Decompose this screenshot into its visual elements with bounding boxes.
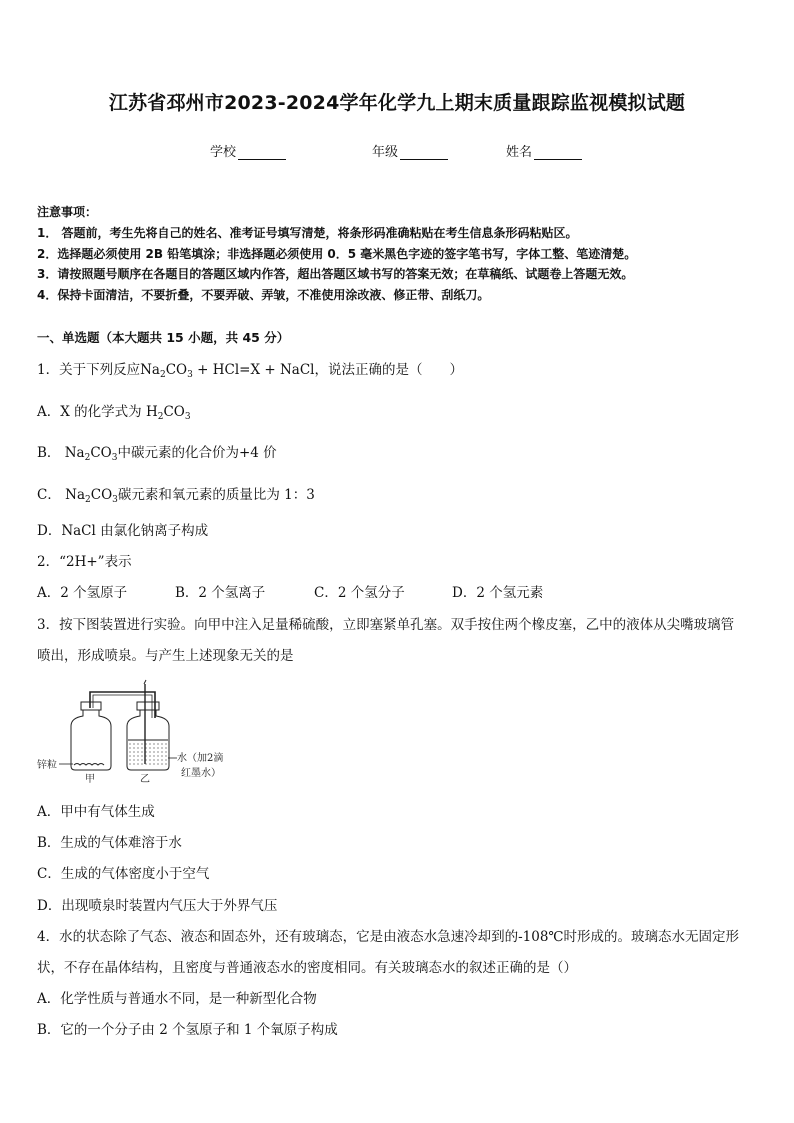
grade-blank (400, 145, 448, 160)
question-1-stem (37, 358, 463, 380)
school-field (210, 141, 286, 160)
label-jia: 甲 (85, 774, 95, 785)
page-title: 江苏省邳州市2023-2024学年化学九上期末质量跟踪监视模拟试题 (108, 92, 686, 114)
name-field (506, 141, 582, 160)
grade-label: 年级 (372, 145, 399, 160)
name-blank (534, 145, 582, 160)
apparatus-diagram (37, 678, 237, 788)
q4-option-b[interactable]: B．它的一个分子由 2 个氢原子和 1 个氧原子构成 (37, 1022, 338, 1038)
q1-option-b[interactable]: B． $Na_2CO_3$中碳元素的化合价为+4 价 (37, 445, 277, 463)
q2-option-c[interactable]: C．2 个氢分子 (314, 585, 405, 601)
q3-option-c[interactable]: C．生成的气体密度小于空气 (37, 866, 210, 882)
q1-prefix: 1．关于下列反应 (37, 362, 141, 378)
question-3-stem-line2: 喷出，形成喷泉。与产生上述现象无关的是 (37, 648, 294, 664)
q1-option-c[interactable]: C． $Na_2CO_3$碳元素和氧元素的质量比为 1：3 (37, 487, 315, 505)
q1-option-d[interactable]: D．NaCl 由氯化钠离子构成 (37, 523, 209, 539)
question-4-stem-line2: 状，不存在晶体结构，且密度与普通液态水的密度相同。有关玻璃态水的叙述正确的是（） (37, 960, 577, 976)
label-water-1: 水（加2滴 (177, 753, 224, 764)
q2-option-d[interactable]: D．2 个氢元素 (452, 585, 544, 601)
notice-heading: 注意事项： (37, 205, 98, 219)
notice-item: 4．保持卡面清洁，不要折叠，不要弄破、弄皱，不准使用涂改液、修正带、刮纸刀。 (37, 288, 490, 302)
q2-option-a[interactable]: A．2 个氢原子 (37, 585, 128, 601)
apparatus-figure (37, 678, 237, 788)
stopper-jia (81, 702, 101, 710)
school-label: 学校 (210, 145, 237, 160)
question-3-stem-line1: 3．按下图装置进行实验。向甲中注入足量稀硫酸，立即塞紧单孔塞。双手按住两个橡皮塞，乙中的液体从尖嘴玻璃管 (37, 617, 735, 633)
notice-item: 3．请按照题号顺序在各题目的答题区域内作答，超出答题区域书写的答案无效；在草稿纸、试题卷上答题无效。 (37, 267, 634, 281)
q2-option-b[interactable]: B．2 个氢离子 (175, 585, 266, 601)
question-4-stem-line1: 4．水的状态除了气态、液态和固态外，还有玻璃态，它是由液态水急速冷却到的-108℃时形成的。玻璃态水无固定形 (37, 929, 740, 945)
label-zinc: 锌粒 (37, 760, 57, 771)
label-yi: 乙 (140, 774, 150, 785)
notice-item: 2．选择题必须使用 2B 铅笔填涂；非选择题必须使用 0．5 毫米黑色字迹的签字笔书写，字体工整、笔迹清楚。 (37, 247, 637, 261)
q3-option-b[interactable]: B．生成的气体难溶于水 (37, 835, 182, 851)
question-2-stem: 2．“2H+”表示 (37, 554, 132, 570)
q1-option-a[interactable]: A．X 的化学式为 $H_2CO_3$ (37, 404, 191, 422)
q1-suffix: ，说法正确的是（ ） (314, 362, 463, 378)
q3-option-a[interactable]: A．甲中有气体生成 (37, 804, 155, 820)
notice-item: 1． 答题前，考生先将自己的姓名、准考证号填写清楚，将条形码准确粘贴在考生信息条形码粘贴区。 (37, 226, 578, 240)
name-label: 姓名 (506, 145, 533, 160)
label-water-2: 红墨水） (181, 768, 221, 779)
student-info-row (0, 141, 794, 161)
q4-option-a[interactable]: A．化学性质与普通水不同，是一种新型化合物 (37, 991, 317, 1007)
school-blank (238, 145, 286, 160)
section-heading: 一、单选题（本大题共 15 小题，共 45 分） (37, 330, 290, 345)
q1-equation: $Na_2CO_3 + HCl=X$ + NaCl (140, 362, 315, 380)
grade-field (372, 141, 448, 160)
q3-option-d[interactable]: D．出现喷泉时装置内气压大于外界气压 (37, 898, 278, 914)
